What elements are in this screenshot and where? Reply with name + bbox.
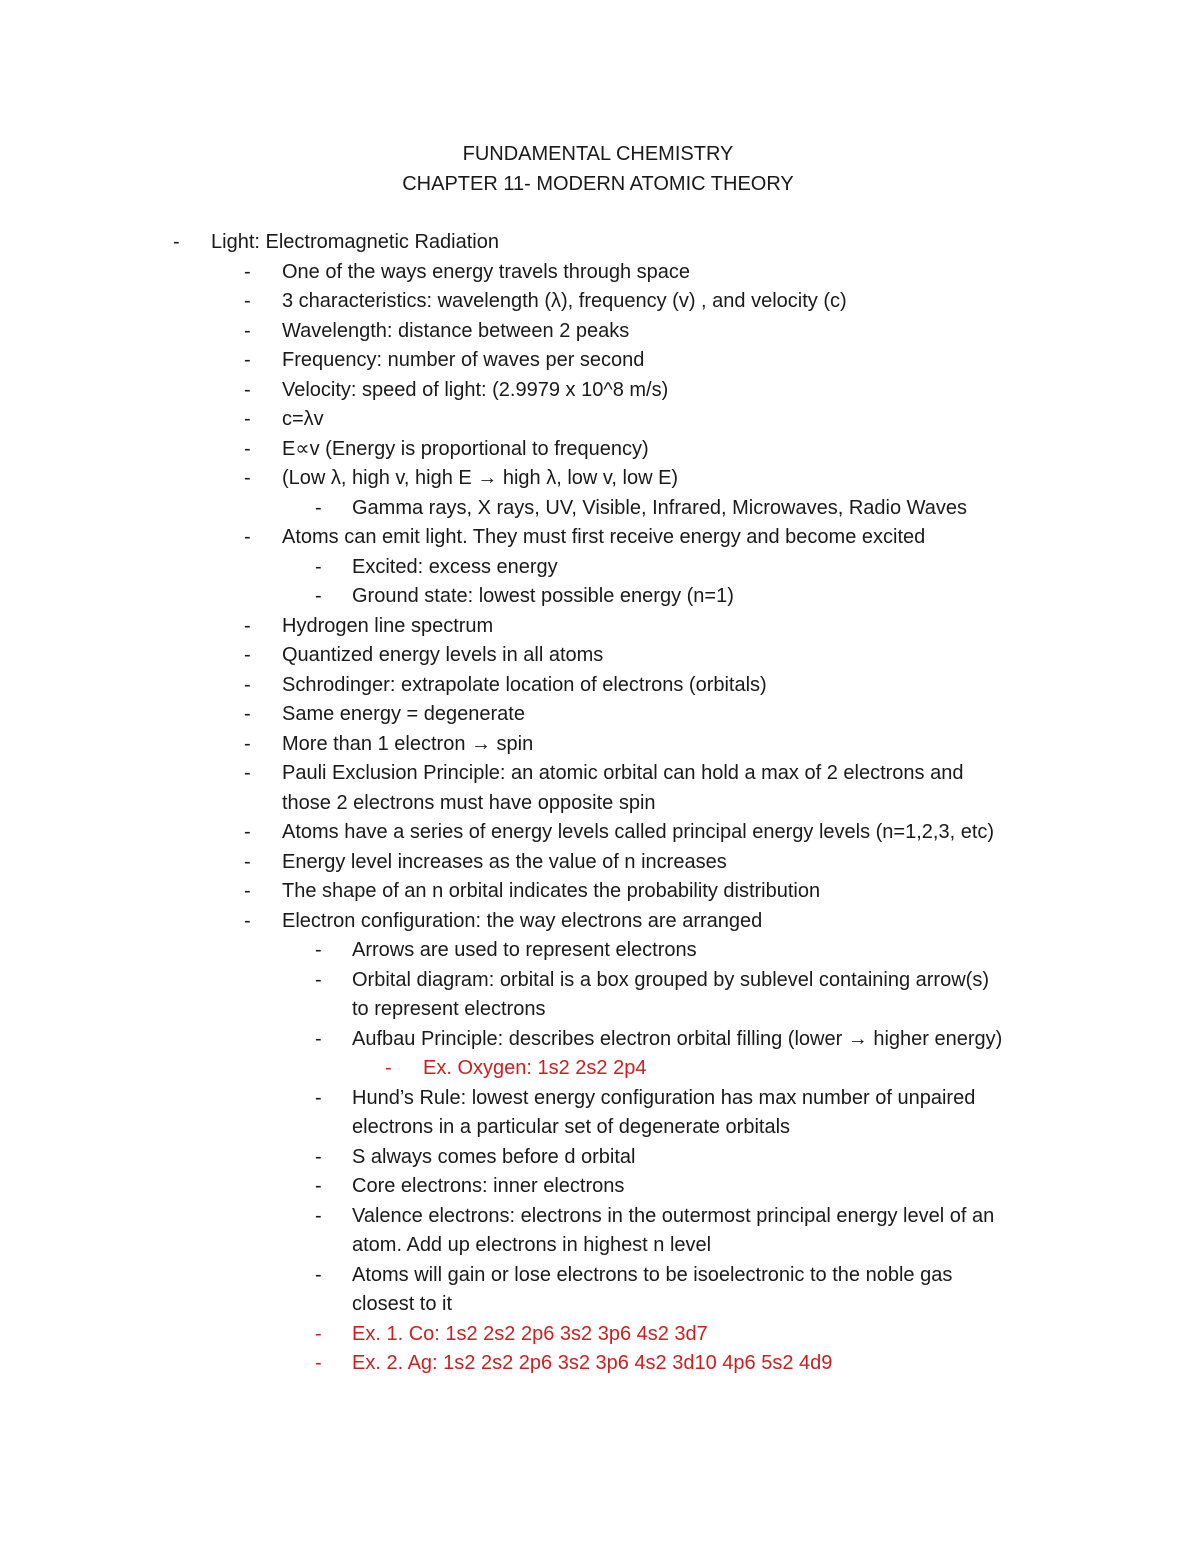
bullet-dash: - <box>244 319 251 342</box>
example-item <box>0 1349 1200 1379</box>
list-item <box>0 346 1200 376</box>
list-item-line: Atoms will gain or lose electrons to be isoelectronic to the noble gas <box>352 1263 953 1286</box>
list-item-text: S always comes before d orbital <box>352 1145 636 1168</box>
title-block <box>0 140 1196 199</box>
list-item-text: Aufbau Principle: describes electron orbital filling (lower → higher energy) <box>352 1027 1003 1050</box>
list-item-text: Arrows are used to represent electrons <box>352 939 697 961</box>
list-item-text <box>282 759 963 818</box>
list-item <box>0 1084 1200 1143</box>
bullet-dash: - <box>244 909 251 932</box>
bullet-dash: - <box>244 732 251 755</box>
bullet-dash: - <box>173 231 180 253</box>
list-item-text: Light: Electromagnetic Radiation <box>211 231 499 253</box>
list-item <box>0 435 1200 465</box>
list-item <box>0 759 1200 818</box>
list-item-line: atom. Add up electrons in highest n level <box>352 1234 712 1256</box>
bullet-dash: - <box>315 555 322 578</box>
bullet-dash: - <box>385 1057 392 1079</box>
list-item-text: Same energy = degenerate <box>282 703 525 725</box>
bullet-dash: - <box>315 939 322 961</box>
bullet-dash: - <box>244 290 251 312</box>
list-item-text: One of the ways energy travels through space <box>282 260 691 283</box>
list-item <box>0 907 1200 937</box>
list-item <box>0 228 1200 258</box>
list-item-text: Electron configuration: the way electrons are arranged <box>282 909 763 932</box>
list-item-text: Excited: excess energy <box>352 555 558 578</box>
bullet-dash: - <box>315 1352 322 1374</box>
list-item <box>0 464 1200 494</box>
list-item-line: Orbital diagram: orbital is a box grouped by sublevel containing arrow(s) <box>352 968 989 991</box>
bullet-dash: - <box>315 585 322 607</box>
list-item <box>0 700 1200 730</box>
list-item <box>0 494 1200 524</box>
list-item <box>0 612 1200 642</box>
list-item-text: Atoms can emit light. They must first receive energy and become excited <box>282 526 926 548</box>
bullet-dash: - <box>244 762 251 784</box>
example-text: Ex. 1. Co: 1s2 2s2 2p6 3s2 3p6 4s2 3d7 <box>352 1322 708 1345</box>
bullet-dash: - <box>244 614 251 637</box>
list-item <box>0 258 1200 288</box>
list-item <box>0 405 1200 435</box>
list-item-text: Schrodinger: extrapolate location of electrons (orbitals) <box>282 673 767 696</box>
list-item-line: Pauli Exclusion Principle: an atomic orbital can hold a max of 2 electrons and <box>282 762 964 784</box>
list-item <box>0 1025 1200 1055</box>
list-item <box>0 1172 1200 1202</box>
list-item-text <box>352 1084 975 1143</box>
bullet-dash: - <box>244 437 251 460</box>
bullet-dash: - <box>315 496 322 519</box>
list-item-text: Core electrons: inner electrons <box>352 1175 625 1197</box>
list-item <box>0 376 1200 406</box>
list-item-text: (Low λ, high v, high E → high λ, low v, low E) <box>282 467 679 489</box>
bullet-dash: - <box>244 467 251 489</box>
bullet-dash: - <box>315 1175 322 1197</box>
bullet-dash: - <box>244 349 251 371</box>
list-item <box>0 553 1200 583</box>
list-item-text <box>352 1202 994 1261</box>
list-item-text: Quantized energy levels in all atoms <box>282 644 604 666</box>
notes-list <box>0 228 1200 1379</box>
list-item-text: 3 characteristics: wavelength (λ), frequency (v) , and velocity (c) <box>282 290 847 312</box>
bullet-dash: - <box>244 260 251 283</box>
list-item-text: Gamma rays, X rays, UV, Visible, Infrared, Microwaves, Radio Waves <box>352 496 968 519</box>
list-item-text: More than 1 electron → spin <box>282 732 534 755</box>
list-item-text: The shape of an n orbital indicates the probability distribution <box>282 880 821 902</box>
list-item <box>0 966 1200 1025</box>
list-item <box>0 730 1200 760</box>
list-item-line: Hund’s Rule: lowest energy configuration has max number of unpaired <box>352 1086 976 1109</box>
list-item-line: to represent electrons <box>352 998 546 1020</box>
list-item-text: Ground state: lowest possible energy (n=1) <box>352 585 734 607</box>
list-item <box>0 848 1200 878</box>
list-item-text: Energy level increases as the value of n increases <box>282 850 727 873</box>
list-item <box>0 287 1200 317</box>
bullet-dash: - <box>244 673 251 696</box>
list-item-text <box>352 966 989 1025</box>
list-item-text: Hydrogen line spectrum <box>282 614 494 637</box>
list-item-line: Valence electrons: electrons in the outermost principal energy level of an <box>352 1204 995 1227</box>
list-item <box>0 523 1200 553</box>
bullet-dash: - <box>315 1145 322 1168</box>
bullet-dash: - <box>244 408 251 430</box>
chapter-title: CHAPTER 11- MODERN ATOMIC THEORY <box>402 172 794 195</box>
example-item <box>0 1320 1200 1350</box>
bullet-dash: - <box>244 526 251 548</box>
list-item <box>0 317 1200 347</box>
bullet-dash: - <box>315 1204 322 1227</box>
list-item <box>0 818 1200 848</box>
bullet-dash: - <box>315 968 322 991</box>
example-text: Ex. Oxygen: 1s2 2s2 2p4 <box>423 1057 647 1079</box>
list-item <box>0 936 1200 966</box>
list-item <box>0 1202 1200 1261</box>
bullet-dash: - <box>244 378 251 401</box>
bullet-dash: - <box>244 703 251 725</box>
bullet-dash: - <box>315 1027 322 1050</box>
example-item <box>0 1054 1200 1084</box>
bullet-dash: - <box>244 880 251 902</box>
list-item-text: Atoms have a series of energy levels called principal energy levels (n=1,2,3, etc) <box>282 821 995 843</box>
list-item-text: Wavelength: distance between 2 peaks <box>282 319 630 342</box>
document-title: FUNDAMENTAL CHEMISTRY <box>462 143 734 165</box>
list-item-line: electrons in a particular set of degenerate orbitals <box>352 1116 791 1138</box>
list-item <box>0 1261 1200 1320</box>
list-item <box>0 877 1200 907</box>
bullet-dash: - <box>315 1322 322 1345</box>
bullet-dash: - <box>244 644 251 666</box>
list-item-text: c=λv <box>282 408 324 430</box>
list-item <box>0 1143 1200 1173</box>
bullet-dash: - <box>315 1263 322 1286</box>
list-item-text: E∝v (Energy is proportional to frequency) <box>282 437 649 460</box>
list-item <box>0 582 1200 612</box>
bullet-dash: - <box>244 821 251 843</box>
bullet-dash: - <box>244 850 251 873</box>
list-item <box>0 671 1200 701</box>
list-item-text: Frequency: number of waves per second <box>282 349 645 371</box>
list-item-text: Velocity: speed of light: (2.9979 x 10^8 m/s) <box>282 378 669 401</box>
bullet-dash: - <box>315 1086 322 1109</box>
list-item-text <box>352 1261 952 1320</box>
list-item-line: those 2 electrons must have opposite spin <box>282 791 656 814</box>
list-item-line: closest to it <box>352 1293 453 1315</box>
list-item <box>0 641 1200 671</box>
example-text: Ex. 2. Ag: 1s2 2s2 2p6 3s2 3p6 4s2 3d10 4p6 5s2 4d9 <box>352 1352 833 1374</box>
